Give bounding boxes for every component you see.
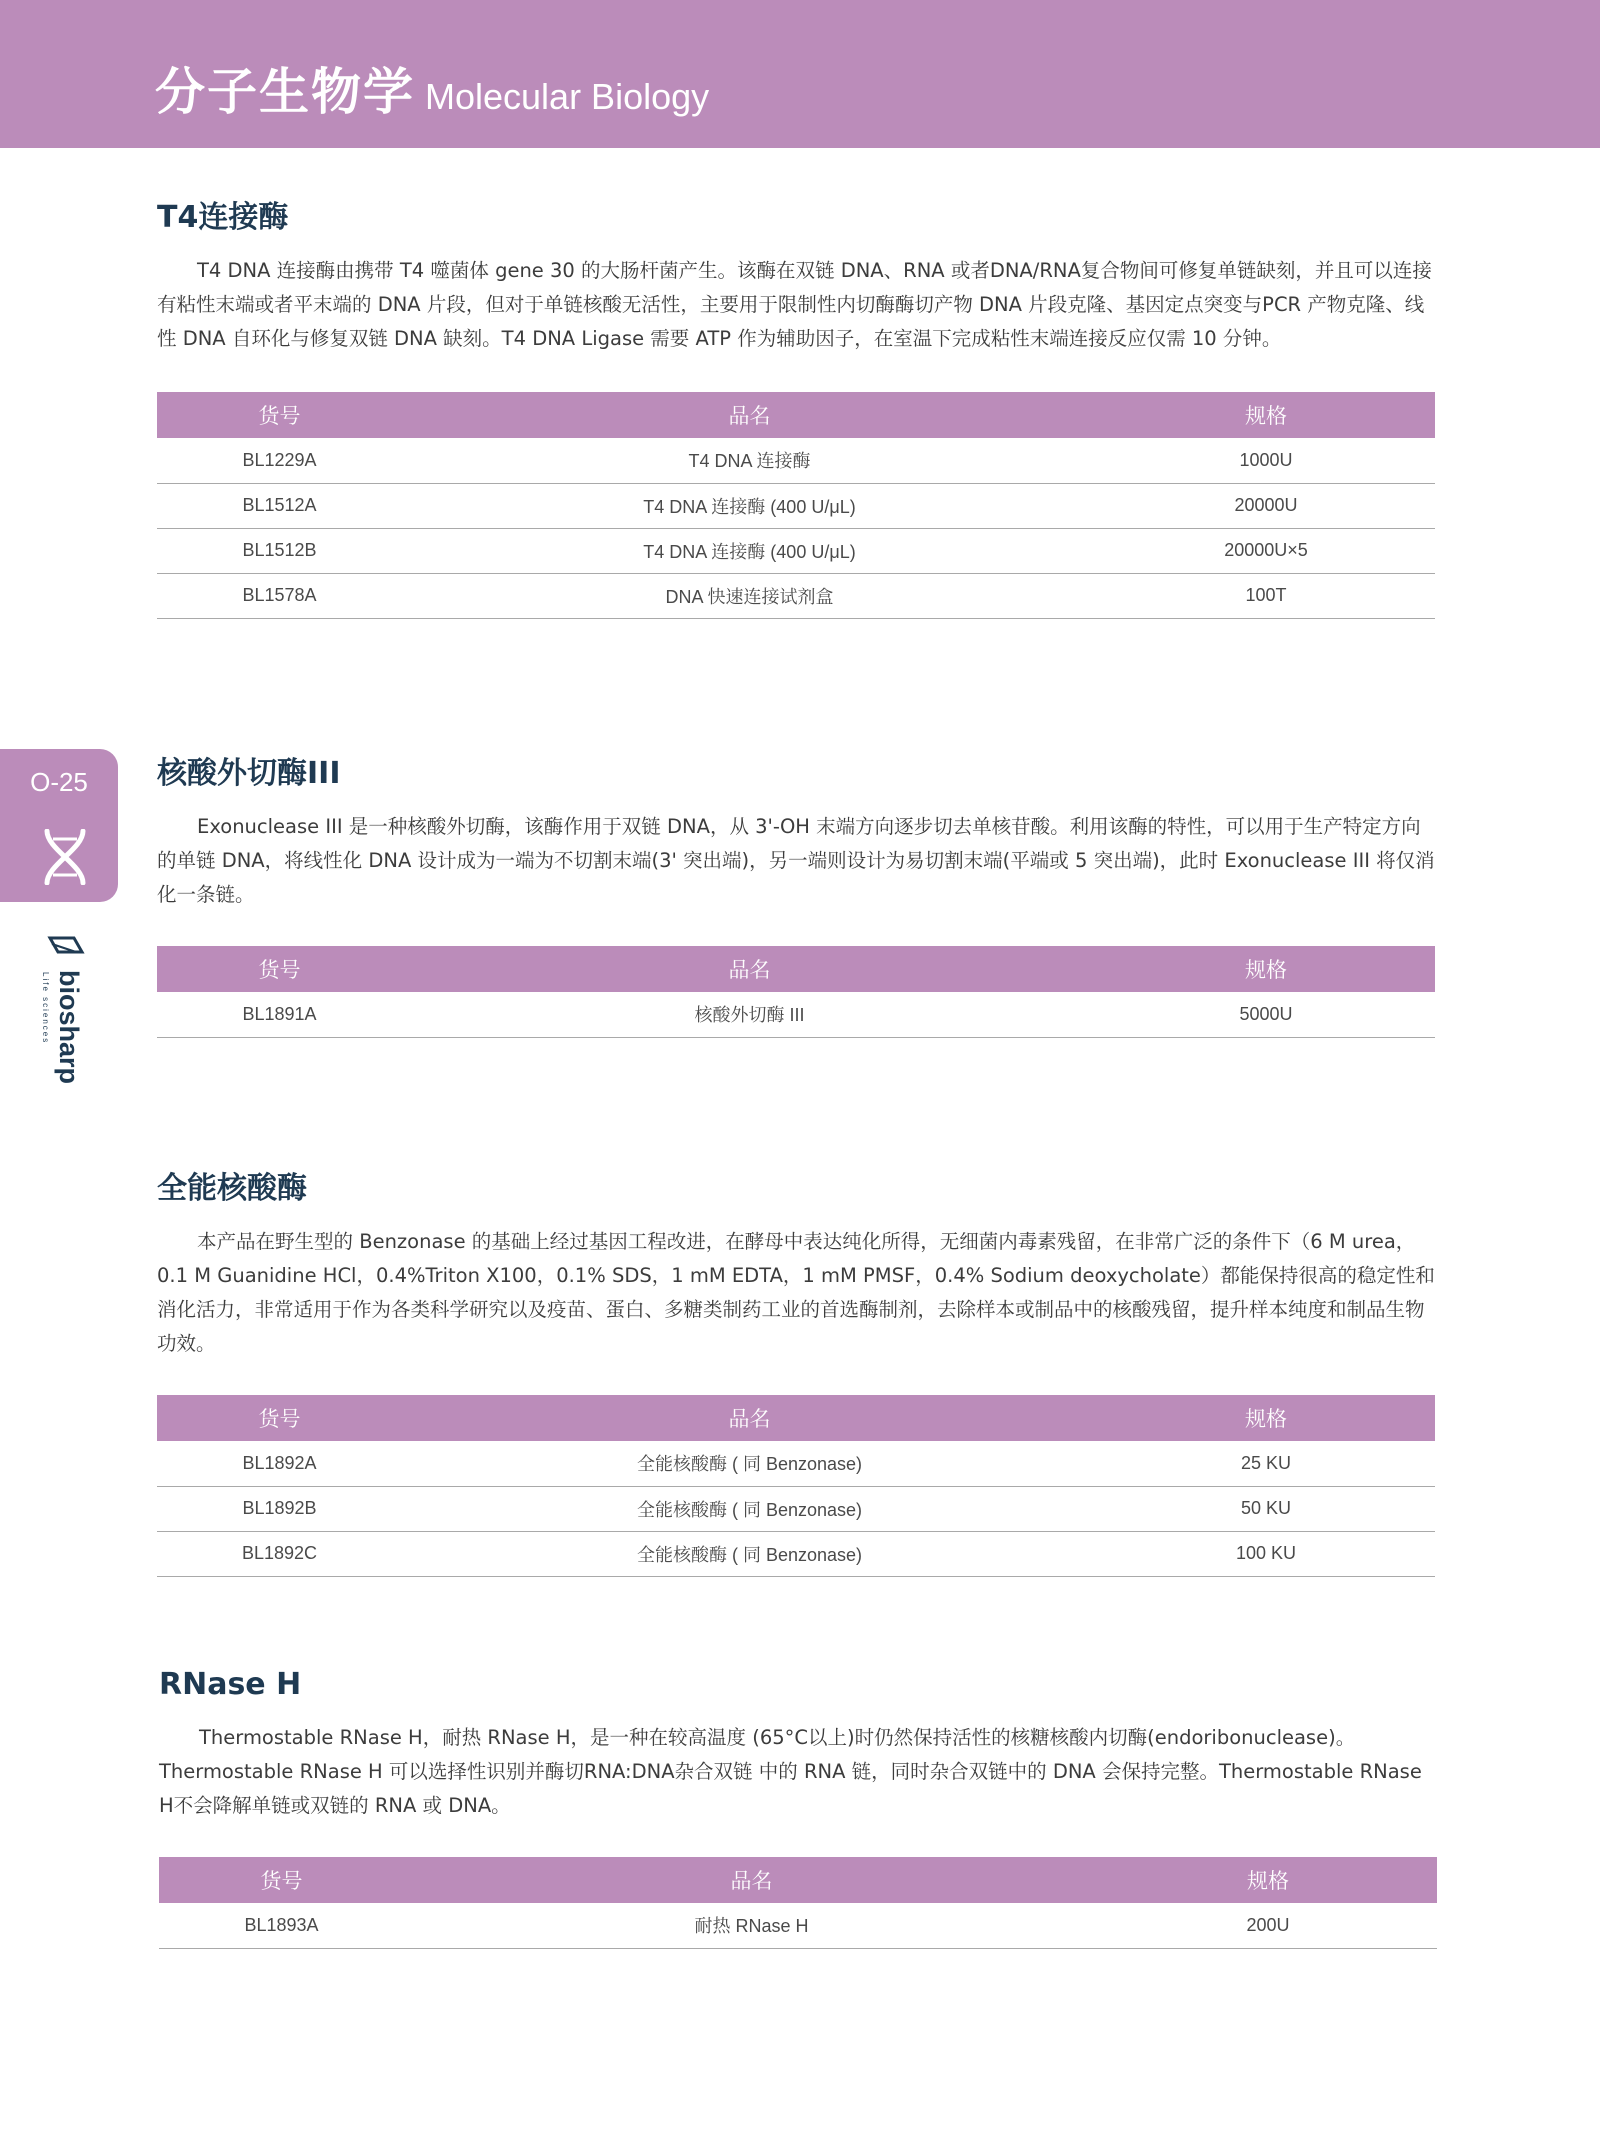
section-title: 核酸外切酶III	[157, 756, 341, 791]
dna-icon	[41, 829, 89, 885]
table-row	[157, 573, 1435, 618]
table-header-row	[157, 1395, 1435, 1441]
table-header-row	[157, 946, 1435, 992]
header-code: 货号	[157, 946, 402, 992]
table-row	[157, 1441, 1435, 1486]
cell-code: BL1578A	[157, 573, 402, 618]
header-spec: 规格	[1099, 1857, 1437, 1903]
cell-code: BL1892C	[157, 1531, 402, 1576]
cell-spec: 20000U	[1097, 483, 1435, 528]
table-header-row	[159, 1857, 1437, 1903]
description-text: Thermostable RNase H，耐热 RNase H，是一种在较高温度 (65°C以上)时仍然保持活性的核糖核酸内切酶(endoribonuclease)。Thermostable RNase H 可以选择性识别并酶切RNA:DNA杂合双链 中的 RNA 链，同时杂合双链中的 DNA 会保持完整。Thermostable RNase H不会降解单链或双链的 RNA 或 DNA。	[159, 1726, 1422, 1817]
cell-spec: 1000U	[1097, 438, 1435, 483]
header-code: 货号	[159, 1857, 404, 1903]
cell-name: T4 DNA 连接酶 (400 U/μL)	[402, 528, 1097, 573]
header-code: 货号	[157, 1395, 402, 1441]
cell-code: BL1891A	[157, 992, 402, 1037]
page-number: O-25	[30, 767, 88, 797]
header-name: 品名	[404, 1857, 1099, 1903]
product-table	[159, 1857, 1437, 1949]
section-title: T4连接酶	[157, 200, 289, 235]
table-row	[157, 528, 1435, 573]
cell-spec: 100T	[1097, 573, 1435, 618]
cell-name: T4 DNA 连接酶 (400 U/μL)	[402, 483, 1097, 528]
cell-name: 核酸外切酶 III	[402, 992, 1097, 1037]
table-row	[157, 992, 1435, 1037]
brand-tagline: Life sciences	[41, 972, 50, 1045]
cell-spec: 50 KU	[1097, 1486, 1435, 1531]
header-name: 品名	[402, 392, 1097, 438]
cell-code: BL1892A	[157, 1441, 402, 1486]
section-title: 全能核酸酶	[157, 1171, 307, 1206]
cell-spec: 25 KU	[1097, 1441, 1435, 1486]
description-text: T4 DNA 连接酶由携带 T4 噬菌体 gene 30 的大肠杆菌产生。该酶在双链 DNA、RNA 或者DNA/RNA复合物间可修复单链缺刻，并且可以连接有粘性末端或者平末端的 DNA 片段，但对于单链核酸无活性，主要用于限制性内切酶酶切产物 DNA 片段克隆、基因定点突变与PCR 产物克隆、线性 DNA 自环化与修复双链 DNA 缺刻。T4 DNA Ligase 需要 ATP 作为辅助因子，在室温下完成粘性末端连接反应仅需 10 分钟。	[157, 259, 1432, 350]
brand-name: biosharp	[54, 970, 84, 1085]
biosharp-logo-icon	[30, 930, 90, 1110]
table-row	[157, 438, 1435, 483]
cell-code: BL1512A	[157, 483, 402, 528]
page-title	[155, 52, 709, 124]
cell-spec: 100 KU	[1097, 1531, 1435, 1576]
table-row	[159, 1903, 1437, 1948]
table-header-row	[157, 392, 1435, 438]
cell-code: BL1892B	[157, 1486, 402, 1531]
section-description	[157, 254, 1437, 356]
page-header	[0, 0, 1600, 148]
side-tab	[0, 749, 118, 902]
header-spec: 规格	[1097, 1395, 1435, 1441]
cell-spec: 5000U	[1097, 992, 1435, 1037]
description-text: Exonuclease III 是一种核酸外切酶，该酶作用于双链 DNA，从 3'-OH 末端方向逐步切去单核苷酸。利用该酶的特性，可以用于生产特定方向的单链 DNA，将线性化 DNA 设计成为一端为不切割末端(3' 突出端)，另一端则设计为易切割末端(平端或 5 突出端)，此时 Exonuclease III 将仅消化一条链。	[157, 815, 1435, 906]
description-text: 本产品在野生型的 Benzonase 的基础上经过基因工程改进，在酵母中表达纯化所得，无细菌内毒素残留，在非常广泛的条件下（6 M urea，0.1 M Guanidine HCl，0.4%Triton X100，0.1% SDS，1 mM EDTA，1 mM PMSF，0.4% Sodium deoxycholate）都能保持很高的稳定性和消化活力，非常适用于作为各类科学研究以及疫苗、蛋白、多糖类制药工业的首选酶制剂，去除样本或制品中的核酸残留，提升样本纯度和制品生物功效。	[157, 1230, 1435, 1355]
product-table	[157, 392, 1435, 619]
header-spec: 规格	[1097, 392, 1435, 438]
section-exonuclease-iii	[157, 752, 1437, 1038]
section-description	[157, 810, 1437, 912]
cell-name: 全能核酸酶 ( 同 Benzonase)	[402, 1531, 1097, 1576]
cell-code: BL1229A	[157, 438, 402, 483]
section-rnase-h	[159, 1663, 1439, 1949]
cell-name: 耐热 RNase H	[404, 1903, 1099, 1948]
header-code: 货号	[157, 392, 402, 438]
cell-spec: 200U	[1099, 1903, 1437, 1948]
cell-name: 全能核酸酶 ( 同 Benzonase)	[402, 1441, 1097, 1486]
product-table	[157, 946, 1435, 1038]
page-title-cn: 分子生物学	[155, 63, 415, 121]
page-title-en: Molecular Biology	[425, 76, 710, 117]
section-description	[159, 1721, 1439, 1823]
cell-name: T4 DNA 连接酶	[402, 438, 1097, 483]
section-description	[157, 1225, 1437, 1361]
cell-code: BL1893A	[159, 1903, 404, 1948]
header-name: 品名	[402, 946, 1097, 992]
brand-logo	[30, 930, 90, 1110]
table-row	[157, 1486, 1435, 1531]
table-row	[157, 1531, 1435, 1576]
cell-name: DNA 快速连接试剂盒	[402, 573, 1097, 618]
cell-spec: 20000U×5	[1097, 528, 1435, 573]
header-spec: 规格	[1097, 946, 1435, 992]
header-name: 品名	[402, 1395, 1097, 1441]
table-row	[157, 483, 1435, 528]
section-benzonase	[157, 1167, 1437, 1577]
cell-code: BL1512B	[157, 528, 402, 573]
section-t4-ligase	[157, 196, 1437, 619]
section-title: RNase H	[159, 1667, 302, 1702]
cell-name: 全能核酸酶 ( 同 Benzonase)	[402, 1486, 1097, 1531]
product-table	[157, 1395, 1435, 1577]
